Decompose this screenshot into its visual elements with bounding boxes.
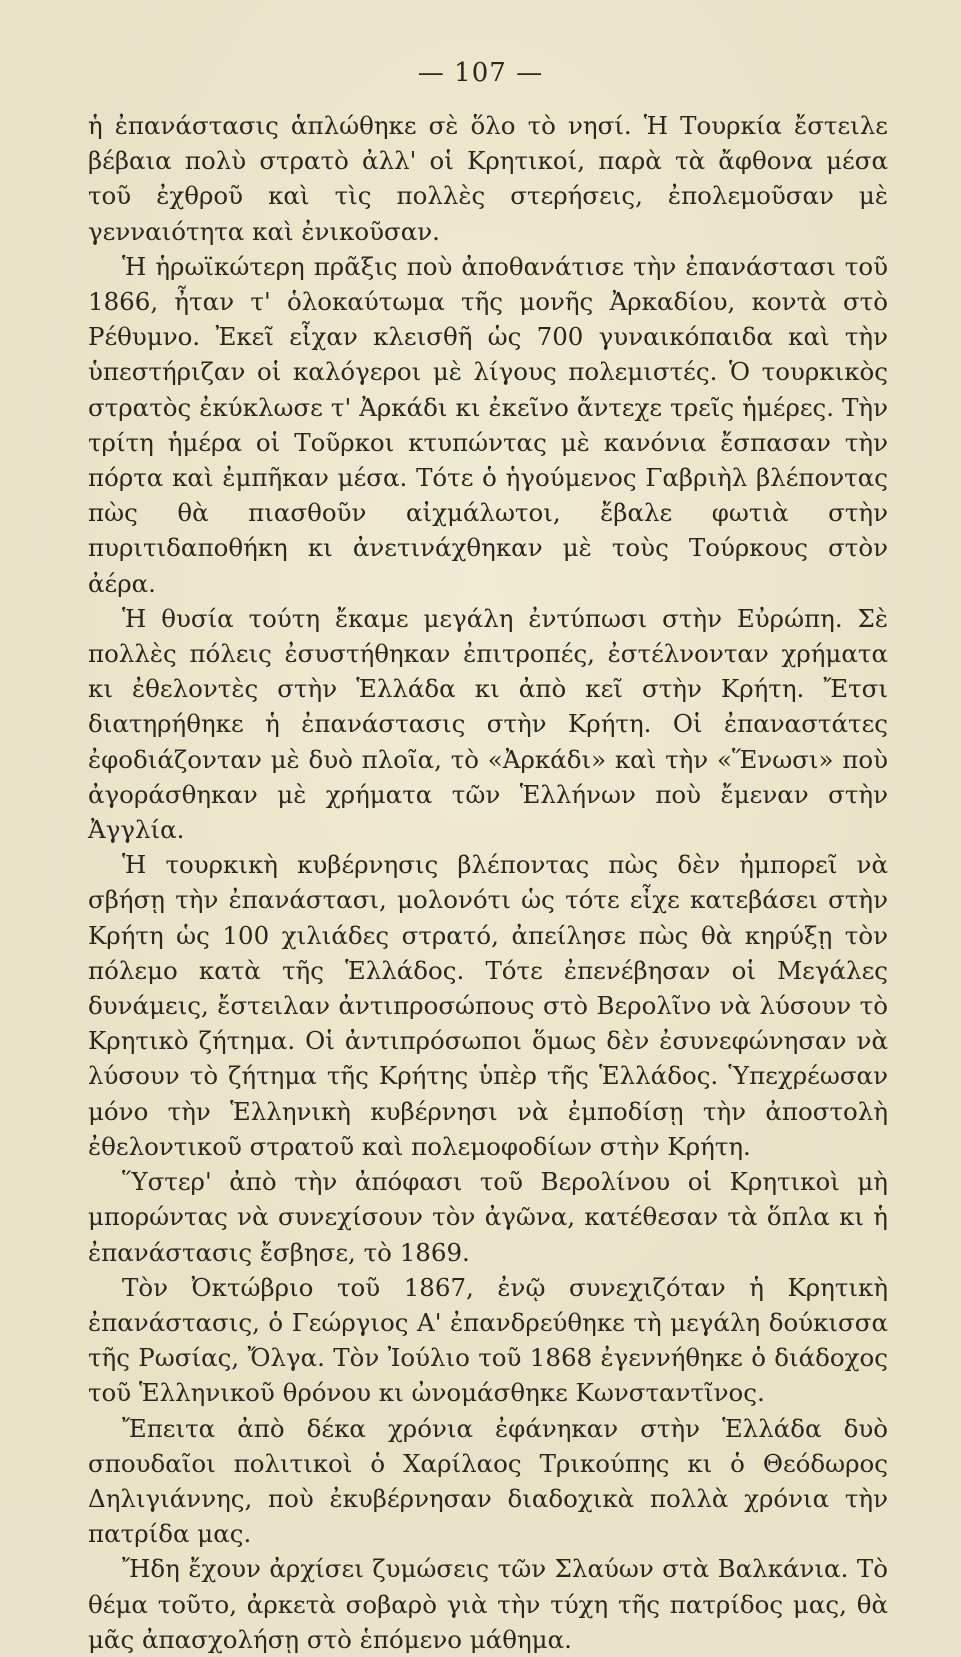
paragraph-7: Ἔπειτα ἀπὸ δέκα χρόνια ἐφάνηκαν στὴν Ἑλλάδα δυὸ σπουδαῖοι πολιτικοὶ ὁ Χαρίλαος Τρικούπης κι ὁ Θεόδωρος Δηλιγιάννης, ποὺ ἐκυβέρνησαν διαδοχικὰ πολλὰ χρόνια τὴν πατρίδα μας.	[88, 1413, 888, 1549]
body-text	[88, 108, 888, 1657]
paragraph-3: Ἡ θυσία τούτη ἔκαμε μεγάλη ἐντύπωσι στὴν Εὐρώπη. Σὲ πολλὲς πόλεις ἐσυστήθηκαν ἐπιτροπές, ἐστέλνονταν χρήματα κι ἐθελοντὲς στὴν Ἑλλάδα κι ἀπὸ κεῖ στὴν Κρήτη. Ἔτσι διατηρήθηκε ἡ ἐπανάστασις στὴν Κρήτη. Οἱ ἐπαναστάτες ἐφοδιάζονταν μὲ δυὸ πλοῖα, τὸ «Ἀρκάδι» καὶ τὴν «Ἕνωσι» ποὺ ἀγοράσθηκαν μὲ χρήματα τῶν Ἑλλήνων ποὺ ἔμεναν στὴν Ἀγγλία.	[88, 603, 888, 845]
paragraph-2: Ἡ ἡρωϊκώτερη πρᾶξις ποὺ ἀποθανάτισε τὴν ἐπανάστασι τοῦ 1866, ἦταν τ' ὁλοκαύτωμα τῆς μονῆς Ἀρκαδίου, κοντὰ στὸ Ρέθυμνο. Ἐκεῖ εἶχαν κλεισθῆ ὡς 700 γυναικόπαιδα καὶ τὴν ὑπεστήριζαν οἱ καλόγεροι μὲ λίγους πολεμιστές. Ὁ τουρκικὸς στρατὸς ἐκύκλωσε τ' Ἀρκάδι κι ἐκεῖνο ἄντεχε τρεῖς ἡμέρες. Τὴν τρίτη ἡμέρα οἱ Τοῦρκοι κτυπώντας μὲ κανόνια ἔσπασαν τὴν πόρτα καὶ ἐμπῆκαν μέσα. Τότε ὁ ἡγούμενος Γαβριὴλ βλέποντας πὼς θὰ πιασθοῦν αἰχμάλωτοι, ἔβαλε φωτιὰ στὴν πυριτιδαποθήκη κι ἀνετινάχθηκαν μὲ τοὺς Τούρκους στὸν ἀέρα.	[88, 251, 888, 598]
paragraph-1: ἡ ἐπανάστασις ἁπλώθηκε σὲ ὅλο τὸ νησί. Ἡ Τουρκία ἔστειλε βέβαια πολὺ στρατὸ ἀλλ' οἱ Κρητικοί, παρὰ τὰ ἄφθονα μέσα τοῦ ἐχθροῦ καὶ τὶς πολλὲς στερήσεις, ἐπολεμοῦσαν μὲ γενναιότητα καὶ ἐνικοῦσαν.	[88, 111, 888, 246]
paragraph-4: Ἡ τουρκικὴ κυβέρνησις βλέποντας πὼς δὲν ἠμπορεῖ νὰ σβήσῃ τὴν ἐπανάστασι, μολονότι ὡς τότε εἶχε κατεβάσει στὴν Κρήτη ὡς 100 χιλιάδες στρατό, ἀπείλησε πὼς θὰ κηρύξῃ τὸν πόλεμο κατὰ τῆς Ἑλλάδος. Τότε ἐπενέβησαν οἱ Μεγάλες δυνάμεις, ἔστειλαν ἀντιπροσώπους στὸ Βερολῖνο νὰ λύσουν τὸ Κρητικὸ ζήτημα. Οἱ ἀντιπρόσωποι ὅμως δὲν ἐσυνεφώνησαν νὰ λύσουν τὸ ζήτημα τῆς Κρήτης ὑπὲρ τῆς Ἑλλάδος. Ὑπεχρέωσαν μόνο τὴν Ἑλληνικὴ κυβέρνησι νὰ ἐμποδίσῃ τὴν ἀποστολὴ ἐθελοντικοῦ στρατοῦ καὶ πολεμοφοδίων στὴν Κρήτη.	[88, 850, 888, 1161]
paragraph-5: Ὕστερ' ἀπὸ τὴν ἀπόφασι τοῦ Βερολίνου οἱ Κρητικοὶ μὴ μπορώντας νὰ συνεχίσουν τὸν ἀγῶνα, κατέθεσαν τὰ ὅπλα κι ἡ ἐπανάστασις ἔσβησε, τὸ 1869.	[88, 1167, 888, 1267]
page-number: — 107 —	[417, 58, 544, 88]
paragraph-8: Ἤδη ἔχουν ἀρχίσει ζυμώσεις τῶν Σλαύων στὰ Βαλκάνια. Τὸ θέμα τοῦτο, ἀρκετὰ σοβαρὸ γιὰ τὴν τύχη τῆς πατρίδος μας, θὰ μᾶς ἀπασχολήσῃ στὸ ἑπόμενο μάθημα.	[88, 1554, 888, 1654]
paragraph-6: Τὸν Ὀκτώβριο τοῦ 1867, ἐνῷ συνεχιζόταν ἡ Κρητικὴ ἐπανάστασις, ὁ Γεώργιος Α' ἐπανδρεύθηκε τὴ μεγάλη δούκισσα τῆς Ρωσίας, Ὄλγα. Τὸν Ἰούλιο τοῦ 1868 ἐγεννήθηκε ὁ διάδοχος τοῦ Ἑλληνικοῦ θρόνου κι ὠνομάσθηκε Κωνσταντῖνος.	[88, 1272, 888, 1408]
